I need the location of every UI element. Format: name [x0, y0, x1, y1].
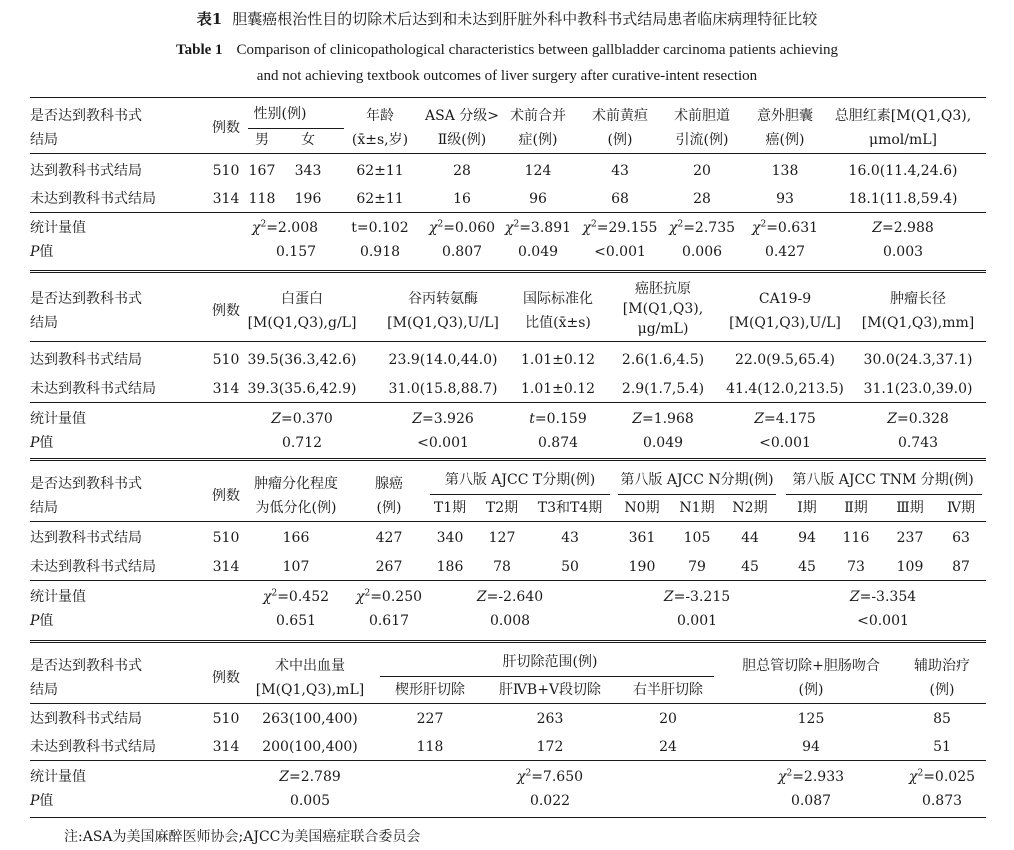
table-cell: 87	[952, 559, 970, 575]
stat-value: $\chi^2=0.631$	[751, 219, 819, 236]
n-yes: 510	[212, 163, 240, 179]
table-cell: 78	[493, 559, 511, 575]
bilirubin-header: 总胆红素[M(Q1,Q3),	[834, 108, 972, 124]
table-cell: 16.0(11.4,24.6)	[848, 163, 958, 179]
p-label: P值	[30, 793, 54, 809]
n-yes: 510	[212, 530, 240, 546]
adenocarcinoma-header-line2: (例)	[376, 500, 402, 516]
stat-value: t=0.102	[351, 220, 409, 236]
ajcc-t-header: 第八版 AJCC T分期(例)	[444, 472, 596, 488]
p-value: 0.157	[275, 244, 317, 260]
blood-loss-header-line2: [M(Q1,Q3),mL]	[255, 682, 365, 698]
table-cell: 22.0(9.5,65.4)	[735, 352, 835, 368]
table-cell: 1.01±0.12	[520, 352, 596, 368]
row-label-yes: 达到教科书式结局	[30, 530, 142, 546]
p-value: 0.873	[921, 793, 963, 809]
table-cell: 39.3(35.6,42.9)	[247, 381, 357, 397]
table-cell: 31.1(23.0,39.0)	[863, 381, 973, 397]
cea-header-line2: [M(Q1,Q3),	[622, 301, 704, 317]
resection-sub: 肝ⅣB+Ⅴ段切除	[498, 682, 602, 698]
row-label-no: 未达到教科书式结局	[30, 739, 156, 755]
table-cell: 43	[611, 163, 629, 179]
n-yes: 510	[212, 352, 240, 368]
table-cell: 45	[798, 559, 816, 575]
table-cell: 28	[693, 191, 711, 207]
p-value: <0.001	[417, 435, 469, 451]
n-yes: 510	[212, 711, 240, 727]
table-cell: 30.0(24.3,37.1)	[863, 352, 973, 368]
table-panel-2	[30, 279, 986, 451]
stat-value: $\chi^2=0.060$	[428, 219, 496, 236]
group-header-line2: 结局	[30, 500, 58, 516]
table-panel-1	[30, 100, 986, 260]
n-header: 例数	[212, 120, 240, 136]
group-header: 是否达到教科书式	[30, 476, 142, 492]
stat-value: $\chi^2=0.025$	[908, 768, 976, 785]
asa-header-line2: Ⅱ级(例)	[437, 132, 487, 148]
stat-value: $\chi^2=2.933$	[777, 768, 845, 785]
p-value: <0.001	[759, 435, 811, 451]
male-header: 男	[255, 132, 269, 148]
n-no: 314	[212, 739, 240, 755]
table-cell: 237	[896, 530, 924, 546]
table-cell: 186	[436, 559, 464, 575]
cea-header: 癌胚抗原	[635, 281, 691, 297]
table-cell: 127	[488, 530, 516, 546]
p-label: P值	[30, 613, 54, 629]
jaundice-header-line2: (例)	[607, 132, 633, 148]
table-cell: 118	[248, 191, 276, 207]
table-panel-3	[30, 466, 986, 629]
table-cell: 85	[933, 711, 951, 727]
albumin-header-line2: [M(Q1,Q3),g/L]	[247, 315, 357, 331]
table-cell: 267	[375, 559, 403, 575]
sex-header: 性别(例)	[253, 106, 307, 122]
n-header: 例数	[212, 303, 240, 319]
stat-value: $\chi^2=29.155$	[582, 219, 658, 236]
table-cell: 43	[561, 530, 579, 546]
p-value: 0.003	[882, 244, 924, 260]
ajcc-tnm-sub: Ⅰ期	[797, 500, 817, 516]
stat-label: 统计量值	[30, 220, 86, 236]
table-cell: 118	[416, 739, 444, 755]
inr-header-line2: 比值(x̄±s)	[525, 315, 591, 331]
stat-value: Z=3.926	[412, 411, 474, 427]
row-label-no: 未达到教科书式结局	[30, 559, 156, 575]
stat-value: $\chi^2=7.650$	[516, 768, 584, 785]
ajcc-t-sub: T3和T4期	[537, 500, 603, 516]
n-no: 314	[212, 559, 240, 575]
table-cell: 44	[741, 530, 759, 546]
table-top-rule	[30, 97, 986, 98]
tumor-size-header: 肿瘤长径	[890, 291, 946, 307]
n-no: 314	[212, 191, 240, 207]
row-label-yes: 达到教科书式结局	[30, 163, 142, 179]
bilirubin-header-line2: μmol/mL]	[868, 132, 938, 148]
p-value: 0.049	[517, 244, 559, 260]
bile-duct-header-line2: (例)	[798, 682, 824, 698]
table-cell: 172	[536, 739, 564, 755]
table-cell: 73	[847, 559, 865, 575]
table-cell: 340	[436, 530, 464, 546]
table-cell: 50	[561, 559, 579, 575]
p-value: 0.651	[275, 613, 317, 629]
table-cell: 24	[659, 739, 677, 755]
table-footnote: 注:ASA为美国麻醉医师协会;AJCC为美国癌症联合委员会	[64, 829, 421, 845]
table-caption-en-line2: and not achieving textbook outcomes of liver surgery after curative-intent resection	[256, 68, 758, 84]
table-cell: 2.9(1.7,5.4)	[621, 381, 705, 397]
resection-sub: 楔形肝切除	[395, 682, 465, 698]
comorbidity-header-line2: 症(例)	[518, 132, 558, 148]
table-cell: 62±11	[356, 191, 404, 207]
table-cell: 167	[248, 163, 276, 179]
stat-label: 统计量值	[30, 411, 86, 427]
table-cell: 16	[453, 191, 471, 207]
stat-value: Z=-2.640	[476, 589, 544, 605]
ca199-header-line2: [M(Q1,Q3),U/L]	[729, 315, 841, 331]
p-value: 0.427	[764, 244, 806, 260]
table-cell: 227	[416, 711, 444, 727]
table-cell: 63	[952, 530, 970, 546]
ajcc-tnm-sub: Ⅲ期	[896, 500, 924, 516]
p-value: 0.617	[368, 613, 410, 629]
table-cell: 31.0(15.8,88.7)	[388, 381, 498, 397]
stat-value: Z=0.370	[271, 411, 333, 427]
table-cell: 166	[282, 530, 310, 546]
table-cell: 20	[659, 711, 677, 727]
p-value: <0.001	[857, 613, 909, 629]
ajcc-n-sub: N0期	[624, 500, 660, 516]
p-value: <0.001	[594, 244, 646, 260]
stat-value: Z=1.968	[632, 411, 694, 427]
differentiation-header: 肿瘤分化程度	[254, 476, 338, 492]
incidental-header: 意外胆囊	[757, 108, 813, 124]
resection-range-header: 肝切除范围(例)	[502, 654, 598, 670]
inr-header: 国际标准化	[523, 291, 593, 307]
ajcc-t-sub: T1期	[433, 500, 467, 516]
adenocarcinoma-header: 腺癌	[375, 476, 403, 492]
table-caption-cn: 表1 胆囊癌根治性目的切除术后达到和未达到肝脏外科中教科书式结局患者临床病理特征比较	[196, 10, 818, 28]
table-cell: 138	[771, 163, 799, 179]
table-cell: 116	[842, 530, 870, 546]
stat-label: 统计量值	[30, 589, 86, 605]
differentiation-header-line2: 为低分化(例)	[255, 500, 337, 516]
ajcc-tnm-sub: Ⅳ期	[947, 500, 975, 516]
p-label: P值	[30, 244, 54, 260]
drainage-header-line2: 引流(例)	[675, 132, 729, 148]
table-cell: 200(100,400)	[262, 739, 358, 755]
age-header: 年龄	[366, 108, 394, 124]
row-label-no: 未达到教科书式结局	[30, 381, 156, 397]
stat-value: $\chi^2=3.891$	[504, 219, 572, 236]
p-value: 0.001	[676, 613, 718, 629]
stat-value: Z=4.175	[754, 411, 816, 427]
table-cell: 107	[282, 559, 310, 575]
stat-label: 统计量值	[30, 769, 86, 785]
tumor-size-header-line2: [M(Q1,Q3),mm]	[861, 315, 975, 331]
table-cell: 196	[294, 191, 322, 207]
p-value: 0.006	[681, 244, 723, 260]
ca199-header: CA19-9	[758, 291, 812, 307]
group-header-line2: 结局	[30, 132, 58, 148]
table-cell: 343	[294, 163, 322, 179]
table-cell: 124	[524, 163, 552, 179]
ajcc-n-sub: N2期	[732, 500, 768, 516]
row-label-yes: 达到教科书式结局	[30, 352, 142, 368]
table-cell: 361	[628, 530, 656, 546]
table-caption-en-line1: Table 1 Comparison of clinicopathological characteristics between gallbladder carcinoma patients achieving	[176, 42, 838, 58]
p-value: 0.005	[289, 793, 331, 809]
group-header: 是否达到教科书式	[30, 291, 142, 307]
table-cell: 190	[628, 559, 656, 575]
n-header: 例数	[212, 670, 240, 686]
stat-value: $\chi^2=0.250$	[355, 588, 423, 605]
table-cell: 263	[536, 711, 564, 727]
n-header: 例数	[212, 488, 240, 504]
table-cell: 28	[453, 163, 471, 179]
table-cell: 18.1(11.8,59.4)	[848, 191, 958, 207]
stat-value: $\chi^2=2.008$	[251, 219, 319, 236]
table-cell: 41.4(12.0,213.5)	[726, 381, 844, 397]
table-panel-4	[30, 648, 986, 809]
ajcc-n-sub: N1期	[679, 500, 715, 516]
table-cell: 96	[529, 191, 547, 207]
age-header-line2: (x̄±s,岁)	[351, 132, 409, 148]
table-cell: 20	[693, 163, 711, 179]
table-cell: 39.5(36.3,42.6)	[247, 352, 357, 368]
stat-value: Z=0.328	[887, 411, 949, 427]
group-header: 是否达到教科书式	[30, 108, 142, 124]
adjuvant-header: 辅助治疗	[914, 658, 970, 674]
adjuvant-header-line2: (例)	[929, 682, 955, 698]
asa-header: ASA 分级>	[425, 108, 499, 124]
row-label-no: 未达到教科书式结局	[30, 191, 156, 207]
table-cell: 94	[798, 530, 816, 546]
p-value: 0.087	[790, 793, 832, 809]
ajcc-tnm-header: 第八版 AJCC TNM 分期(例)	[792, 472, 974, 488]
table-cell: 93	[776, 191, 794, 207]
table-cell: 427	[375, 530, 403, 546]
p-value: 0.743	[897, 435, 939, 451]
stat-value: $\chi^2=0.452$	[262, 588, 330, 605]
table-cell: 62±11	[356, 163, 404, 179]
alt-header-line2: [M(Q1,Q3),U/L]	[387, 315, 499, 331]
table-cell: 105	[683, 530, 711, 546]
stat-value: t=0.159	[529, 411, 587, 427]
drainage-header: 术前胆道	[674, 108, 730, 124]
incidental-header-line2: 癌(例)	[765, 132, 805, 148]
albumin-header: 白蛋白	[281, 291, 323, 307]
table-cell: 68	[611, 191, 629, 207]
table-cell: 51	[933, 739, 951, 755]
table-cell: 1.01±0.12	[520, 381, 596, 397]
table-cell: 79	[688, 559, 706, 575]
ajcc-n-header: 第八版 AJCC N分期(例)	[620, 472, 774, 488]
p-value: 0.807	[441, 244, 483, 260]
row-label-yes: 达到教科书式结局	[30, 711, 142, 727]
bile-duct-header: 胆总管切除+胆肠吻合	[742, 658, 880, 674]
group-header-line2: 结局	[30, 682, 58, 698]
jaundice-header: 术前黄疸	[592, 108, 648, 124]
stat-value: Z=-3.215	[663, 589, 731, 605]
stat-value: Z=-3.354	[849, 589, 917, 605]
table-cell: 109	[896, 559, 924, 575]
ajcc-tnm-sub: Ⅱ期	[844, 500, 868, 516]
table-cell: 2.6(1.6,4.5)	[621, 352, 705, 368]
alt-header: 谷丙转氨酶	[408, 291, 478, 307]
p-value: 0.874	[537, 435, 579, 451]
table-cell: 94	[802, 739, 820, 755]
resection-sub: 右半肝切除	[633, 682, 703, 698]
table-cell: 263(100,400)	[262, 711, 358, 727]
p-value: 0.918	[359, 244, 401, 260]
group-header-line2: 结局	[30, 315, 58, 331]
p-value: 0.022	[529, 793, 571, 809]
comorbidity-header: 术前合并	[510, 108, 566, 124]
cea-header-line3: μg/mL)	[637, 321, 689, 337]
table-cell: 125	[797, 711, 825, 727]
table-cell: 45	[741, 559, 759, 575]
female-header: 女	[301, 132, 315, 148]
group-header: 是否达到教科书式	[30, 658, 142, 674]
table-bottom-rule	[30, 817, 986, 818]
p-label: P值	[30, 435, 54, 451]
ajcc-t-sub: T2期	[485, 500, 519, 516]
stat-value: Z=2.789	[279, 769, 341, 785]
p-value: 0.008	[489, 613, 531, 629]
p-value: 0.712	[281, 435, 323, 451]
stat-value: $\chi^2=2.735$	[668, 219, 736, 236]
table-cell: 23.9(14.0,44.0)	[388, 352, 498, 368]
n-no: 314	[212, 381, 240, 397]
blood-loss-header: 术中出血量	[275, 658, 345, 674]
stat-value: Z=2.988	[872, 220, 934, 236]
p-value: 0.049	[642, 435, 684, 451]
